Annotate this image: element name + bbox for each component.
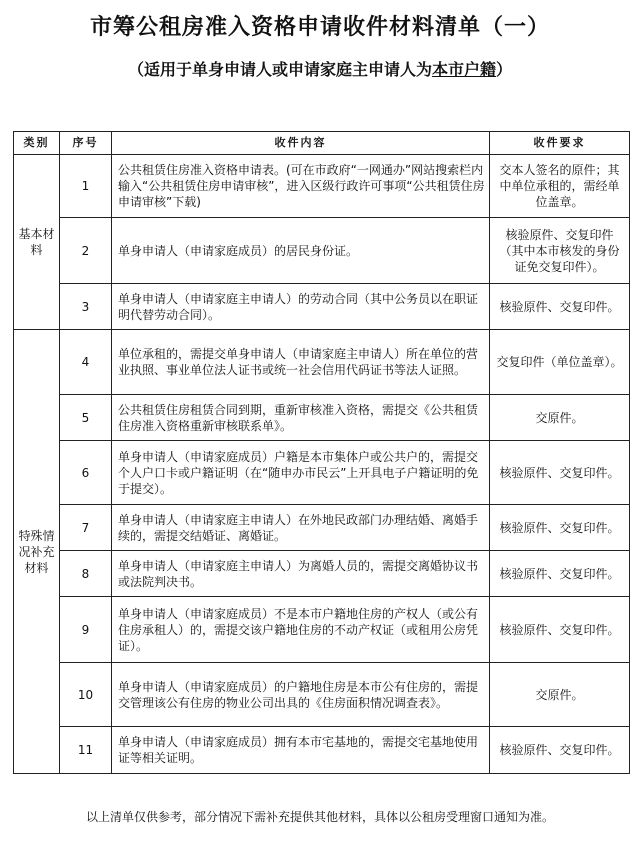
row-content: 单身申请人（申请家庭主申请人）为离婚人员的，需提交离婚协议书或法院判决书。 xyxy=(112,551,490,597)
row-requirement: 核验原件、交复印件。 xyxy=(490,441,630,505)
table-row xyxy=(14,155,630,218)
table-header-row xyxy=(14,132,630,155)
row-number: 11 xyxy=(60,727,112,774)
footer-note: 以上清单仅供参考，部分情况下需补充提供其他材料，具体以公租房受理窗口通知为准。 xyxy=(85,810,554,824)
row-requirement: 核验原件、交复印件。 xyxy=(490,284,630,330)
table-row xyxy=(14,663,630,727)
table-row xyxy=(14,284,630,330)
table-row xyxy=(14,395,630,441)
row-requirement: 核验原件、交复印件。 xyxy=(490,597,630,663)
table-row xyxy=(14,330,630,395)
row-number: 4 xyxy=(60,330,112,395)
row-content: 单身申请人（申请家庭主申请人）的劳动合同（其中公务员以在职证明代替劳动合同）。 xyxy=(112,284,490,330)
row-content: 单身申请人（申请家庭主申请人）在外地民政部门办理结婚、离婚手续的，需提交结婚证、离婚证。 xyxy=(112,505,490,551)
row-content: 单身申请人（申请家庭成员）的居民身份证。 xyxy=(112,218,490,284)
table-row xyxy=(14,551,630,597)
header-content: 收件内容 xyxy=(112,132,490,155)
materials-table xyxy=(13,131,630,774)
table-row xyxy=(14,218,630,284)
row-number: 3 xyxy=(60,284,112,330)
row-requirement: 交复印件（单位盖章）。 xyxy=(490,330,630,395)
row-requirement: 核验原件、交复印件。 xyxy=(490,505,630,551)
category-special: 特殊情况补充材料 xyxy=(14,330,60,774)
row-content: 单位承租的，需提交单身申请人（申请家庭主申请人）所在单位的营业执照、事业单位法人证书或统一社会信用代码证书等法人证照。 xyxy=(112,330,490,395)
row-content: 单身申请人（申请家庭成员）的户籍地住房是本市公有住房的，需提交管理该公有住房的物业公司出具的《住房面积情况调查表》。 xyxy=(112,663,490,727)
subtitle-underlined: 本市户籍 xyxy=(431,60,496,79)
row-requirement: 核验原件、交复印件（其中本市核发的身份证免交复印件）。 xyxy=(490,218,630,284)
table-row xyxy=(14,597,630,663)
row-number: 8 xyxy=(60,551,112,597)
table-row xyxy=(14,727,630,774)
row-number: 9 xyxy=(60,597,112,663)
row-requirement: 交原件。 xyxy=(490,663,630,727)
row-number: 6 xyxy=(60,441,112,505)
row-number: 2 xyxy=(60,218,112,284)
page-subtitle xyxy=(0,57,640,80)
subtitle-prefix: （适用于单身申请人或申请家庭主申请人为 xyxy=(127,60,432,79)
row-content: 单身申请人（申请家庭成员）拥有本市宅基地的，需提交宅基地使用证等相关证明。 xyxy=(112,727,490,774)
subtitle-suffix: ） xyxy=(496,60,513,79)
table-row xyxy=(14,505,630,551)
row-requirement: 交原件。 xyxy=(490,395,630,441)
header-category: 类别 xyxy=(14,132,60,155)
row-requirement: 核验原件、交复印件。 xyxy=(490,727,630,774)
row-number: 10 xyxy=(60,663,112,727)
row-content: 公共租赁住房租赁合同到期，重新审核准入资格，需提交《公共租赁住房准入资格重新审核联系单》。 xyxy=(112,395,490,441)
category-basic: 基本材料 xyxy=(14,155,60,330)
row-content: 单身申请人（申请家庭成员）不是本市户籍地住房的产权人（或公有住房承租人）的，需提交该户籍地住房的不动产权证（或租用公房凭证）。 xyxy=(112,597,490,663)
row-requirement: 交本人签名的原件；其中单位承租的，需经单位盖章。 xyxy=(490,155,630,218)
table-row xyxy=(14,441,630,505)
row-content: 单身申请人（申请家庭成员）户籍是本市集体户或公共户的，需提交个人户口卡或户籍证明（在“随申办市民云”上开具电子户籍证明的免于提交）。 xyxy=(112,441,490,505)
page-title: 市筹公租房准入资格申请收件材料清单（一） xyxy=(89,15,550,40)
row-content: 公共租赁住房准入资格申请表。(可在市政府“一网通办”网站搜索栏内输入“公共租赁住房申请审核”，进入区级行政许可事项“公共租赁住房申请审核”下载) xyxy=(112,155,490,218)
row-number: 7 xyxy=(60,505,112,551)
row-number: 1 xyxy=(60,155,112,218)
row-requirement: 核验原件、交复印件。 xyxy=(490,551,630,597)
header-requirement: 收件要求 xyxy=(490,132,630,155)
row-number: 5 xyxy=(60,395,112,441)
header-number: 序号 xyxy=(60,132,112,155)
